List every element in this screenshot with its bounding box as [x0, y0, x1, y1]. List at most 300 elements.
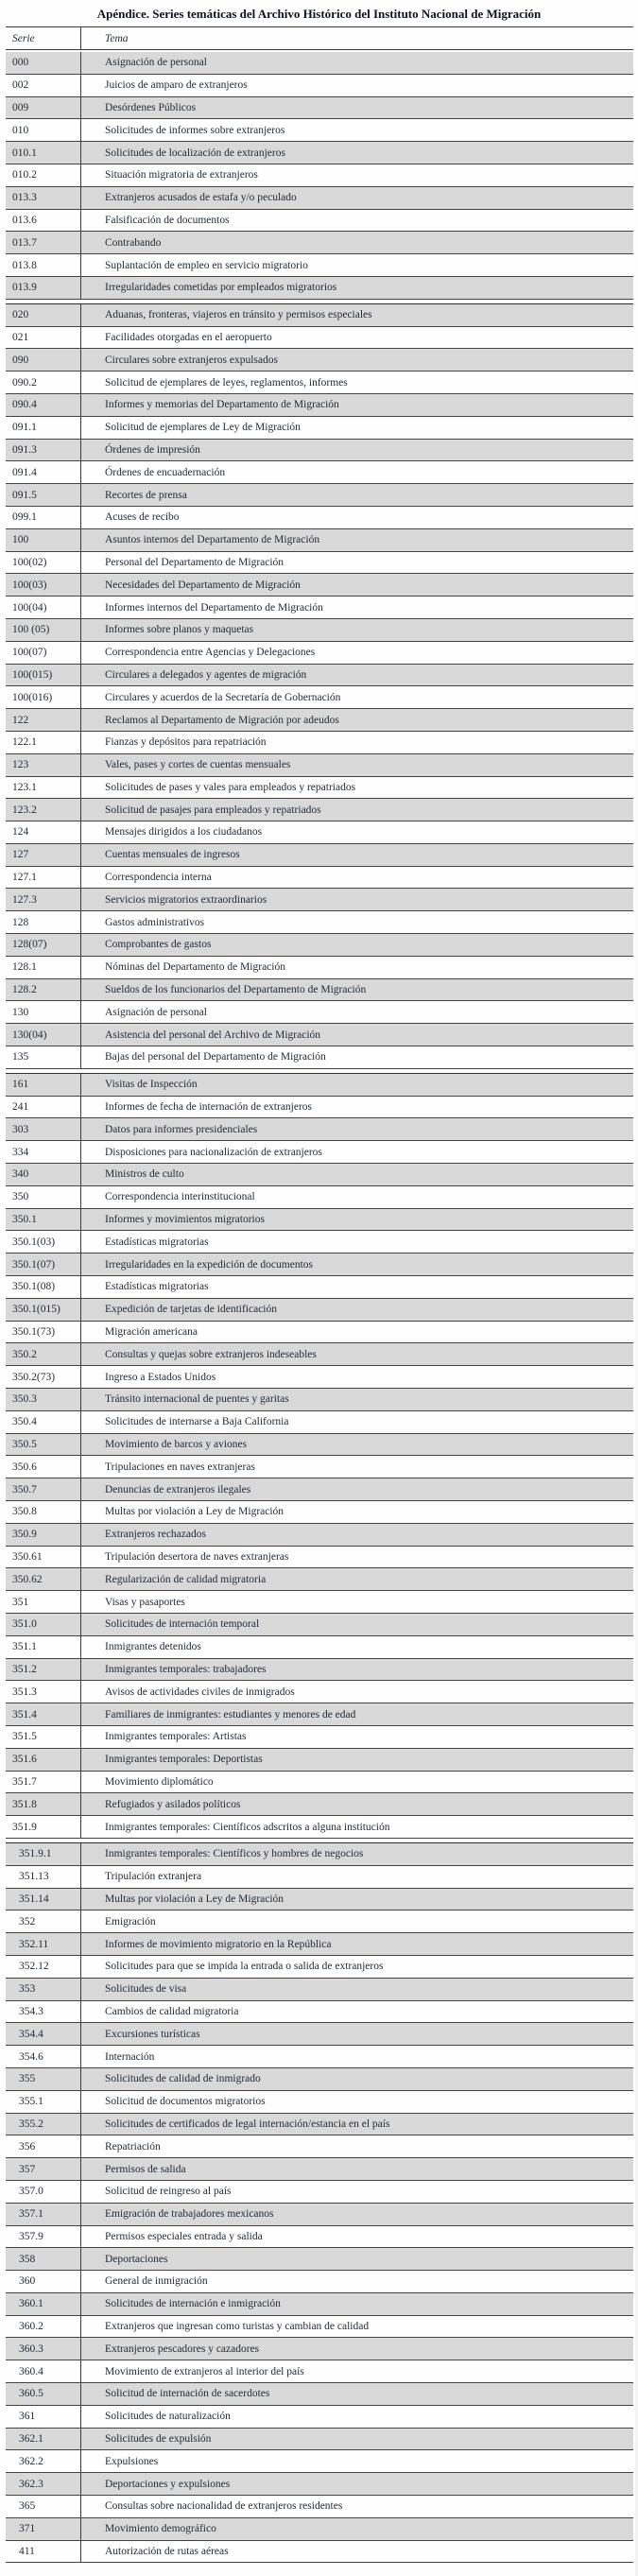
tema-cell: Reclamos al Departamento de Migración por adeudos: [80, 709, 633, 731]
table-row: [6, 799, 633, 821]
page-title: Apéndice. Series temáticas del Archivo Histórico del Instituto Nacional de Migración: [96, 7, 542, 21]
serie-cell: 099.1: [12, 511, 37, 524]
tema-cell: Extranjeros acusados de estafa y/o peculado: [80, 187, 633, 209]
table-row: [6, 164, 633, 187]
serie-cell: 350.5: [12, 1439, 37, 1450]
tema-cell: Inmigrantes temporales: Deportistas: [80, 1749, 633, 1771]
serie-cell: 013.8: [12, 259, 37, 271]
table-row: [6, 1501, 633, 1524]
serie-cell: 128.1: [12, 961, 37, 974]
serie-cell: 100: [12, 534, 29, 546]
serie-cell: 351.4: [12, 1708, 37, 1720]
table-row: [6, 889, 633, 911]
serie-cell: 090.2: [12, 376, 37, 389]
table-row: [6, 1749, 633, 1772]
table-row: [6, 1933, 633, 1956]
serie-cell: 350.9: [12, 1529, 37, 1541]
table-row: [6, 461, 633, 484]
serie-cell: 100(04): [12, 601, 47, 614]
serie-cell: 128: [12, 916, 29, 928]
tema-cell: Movimiento demográfico: [80, 2518, 633, 2540]
table-row: [6, 1141, 633, 1164]
table-row: [6, 2135, 633, 2158]
table-section: [6, 1842, 633, 2564]
serie-cell: 361: [19, 2411, 36, 2423]
serie-cell: 351.9: [12, 1821, 37, 1833]
tema-cell: Inmigrantes temporales: trabajadores: [80, 1659, 633, 1681]
tema-cell: Solicitud de ejemplares de Ley de Migración: [80, 417, 633, 439]
tema-cell: Situación migratoria de extranjeros: [80, 164, 633, 186]
serie-cell: 352.11: [19, 1938, 49, 1950]
table-row: [6, 75, 633, 97]
table-row: [6, 574, 633, 596]
serie-cell: 013.3: [12, 192, 37, 204]
tema-cell: Familiares de inmigrantes: estudiantes y menores de edad: [80, 1703, 633, 1725]
tema-cell: Necesidades del Departamento de Migración: [80, 574, 633, 596]
serie-cell: 360.1: [19, 2298, 43, 2310]
table-row: [6, 2429, 633, 2451]
tema-cell: Consultas sobre nacionalidad de extranjeros residentes: [80, 2496, 633, 2517]
serie-cell: 127.3: [12, 893, 37, 906]
serie-cell: 350.1(07): [12, 1258, 56, 1271]
table-row: [6, 2001, 633, 2024]
tema-cell: Multas por violación a Ley de Migración: [80, 1501, 633, 1523]
serie-cell: 100(03): [12, 579, 47, 591]
table-row: [6, 187, 633, 210]
serie-cell: 360.5: [19, 2388, 43, 2400]
table-row: [6, 867, 633, 890]
tema-cell: Informes sobre planos y maquetas: [80, 619, 633, 641]
serie-cell: 352.12: [19, 1961, 49, 1973]
tema-cell: Vales, pases y cortes de cuentas mensuales: [80, 754, 633, 776]
serie-cell: 350.3: [12, 1393, 37, 1406]
serie-cell: 362.1: [19, 2433, 43, 2446]
tema-cell: Informes de fecha de internación de extranjeros: [80, 1097, 633, 1118]
serie-cell: 091.5: [12, 489, 37, 501]
tema-cell: Consultas y quejas sobre extranjeros indeseables: [80, 1343, 633, 1365]
table-row: [6, 232, 633, 254]
serie-cell: 002: [12, 79, 29, 92]
tema-cell: General de inmigración: [80, 2271, 633, 2292]
serie-cell: 351.7: [12, 1775, 37, 1788]
tema-cell: Estadísticas migratorias: [80, 1276, 633, 1298]
serie-cell: 354.4: [19, 2028, 43, 2040]
serie-cell: 013.6: [12, 214, 37, 226]
tema-cell: Solicitudes de visa: [80, 1979, 633, 2000]
serie-cell: 350.4: [12, 1416, 37, 1428]
table-row: [6, 1276, 633, 1299]
serie-cell: 135: [12, 1051, 29, 1063]
table-row: [6, 440, 633, 462]
table-row: [6, 2158, 633, 2181]
series-table: [6, 26, 633, 2563]
table-row: [6, 1322, 633, 1344]
serie-cell: 100(016): [12, 691, 53, 703]
table-row: [6, 1591, 633, 1614]
serie-cell: 241: [12, 1101, 29, 1114]
tema-cell: Repatriación: [80, 2135, 633, 2157]
table-row: [6, 1843, 633, 1866]
table-row: [6, 979, 633, 1002]
tema-cell: Informes de movimiento migratorio en la República: [80, 1933, 633, 1955]
serie-cell: 090: [12, 354, 29, 366]
serie-cell: 010.2: [12, 169, 37, 182]
table-row: [6, 709, 633, 732]
table-row: [6, 1389, 633, 1411]
table-row: [6, 1299, 633, 1322]
table-row: [6, 2114, 633, 2136]
tema-cell: Contrabando: [80, 232, 633, 253]
serie-cell: 122.1: [12, 736, 37, 749]
serie-cell: 100 (05): [12, 624, 50, 636]
table-row: [6, 1910, 633, 1933]
table-row: [6, 1366, 633, 1389]
table-row: [6, 844, 633, 867]
tema-cell: Expulsiones: [80, 2450, 633, 2472]
serie-cell: 350.1(015): [12, 1304, 60, 1316]
tema-cell: Emigración: [80, 1910, 633, 1932]
tema-cell: Solicitud de pasajes para empleados y repatriados: [80, 799, 633, 821]
serie-cell: 350.2: [12, 1348, 37, 1360]
serie-cell: 354.3: [19, 2005, 43, 2017]
serie-cell: 351.1: [12, 1641, 37, 1653]
serie-cell: 357.1: [19, 2208, 43, 2221]
tema-cell: Solicitudes para que se impida la entrada o salida de extranjeros: [80, 1956, 633, 1978]
table-row: [6, 2450, 633, 2473]
serie-cell: 123.2: [12, 804, 37, 816]
tema-cell: Extranjeros que ingresan como turistas y cambian de calidad: [80, 2316, 633, 2338]
serie-cell: 360.3: [19, 2343, 43, 2355]
serie-cell: 351.6: [12, 1754, 37, 1766]
serie-cell: 351.14: [19, 1893, 49, 1905]
tema-cell: Tripulación desertora de naves extranjeras: [80, 1547, 633, 1568]
tema-cell: Mensajes dirigidos a los ciudadanos: [80, 821, 633, 843]
table-row: [6, 529, 633, 552]
tema-cell: Sueldos de los funcionarios del Departamento de Migración: [80, 979, 633, 1001]
table-row: [6, 1889, 633, 1911]
table-row: [6, 2406, 633, 2429]
table-section: [6, 1073, 633, 1839]
tema-cell: Deportaciones: [80, 2248, 633, 2270]
tema-cell: Avisos de actividades civiles de inmigrados: [80, 1681, 633, 1703]
serie-cell: 350.1(08): [12, 1281, 56, 1293]
tema-cell: Irregularidades cometidas por empleados migratorios: [80, 277, 633, 299]
column-header-tema: Tema: [80, 27, 633, 49]
table-row: [6, 2338, 633, 2360]
tema-cell: Correspondencia interinstitucional: [80, 1186, 633, 1208]
tema-cell: Solicitudes de calidad de inmigrado: [80, 2068, 633, 2090]
tema-cell: Recortes de prensa: [80, 484, 633, 506]
table-row: [6, 349, 633, 372]
tema-cell: Inmigrantes temporales: Artistas: [80, 1726, 633, 1748]
serie-cell: 350.1: [12, 1214, 37, 1226]
tema-cell: Bajas del personal del Departamento de Migración: [80, 1046, 633, 1068]
table-row: [6, 97, 633, 120]
serie-cell: 358: [19, 2253, 36, 2265]
tema-cell: Visitas de Inspección: [80, 1074, 633, 1096]
table-row: [6, 1118, 633, 1141]
table-row: [6, 210, 633, 233]
tema-cell: Permisos especiales entrada y salida: [80, 2226, 633, 2248]
table-row: [6, 642, 633, 665]
serie-cell: 123.1: [12, 781, 37, 793]
table-row: [6, 1097, 633, 1119]
serie-cell: 130(04): [12, 1029, 47, 1041]
tema-cell: Autorización de rutas aéreas: [80, 2541, 633, 2563]
tema-cell: Nóminas del Departamento de Migración: [80, 957, 633, 978]
tema-cell: Inmigrantes temporales: Científicos adscritos a alguna institución: [80, 1816, 633, 1838]
serie-cell: 357.0: [19, 2186, 43, 2198]
serie-cell: 351.2: [12, 1663, 37, 1675]
table-row: [6, 1253, 633, 1276]
table-row: [6, 777, 633, 800]
table-row: [6, 957, 633, 979]
serie-cell: 090.4: [12, 399, 37, 411]
tema-cell: Solicitudes de internación e inmigración: [80, 2293, 633, 2315]
serie-cell: 362.3: [19, 2478, 43, 2490]
tema-cell: Asignación de personal: [80, 52, 633, 74]
tema-cell: Informes internos del Departamento de Migración: [80, 596, 633, 618]
serie-cell: 351.9.1: [19, 1848, 52, 1860]
tema-cell: Personal del Departamento de Migración: [80, 552, 633, 574]
table-row: [6, 2091, 633, 2114]
table-row: [6, 1793, 633, 1816]
table-row: [6, 1209, 633, 1232]
tema-cell: Servicios migratorios extraordinarios: [80, 889, 633, 910]
tema-cell: Extranjeros pescadores y cazadores: [80, 2338, 633, 2360]
table-row: [6, 2316, 633, 2339]
tema-cell: Órdenes de encuadernación: [80, 461, 633, 483]
table-header: [6, 26, 633, 50]
serie-cell: 371: [19, 2523, 36, 2535]
tema-cell: Irregularidades en la expedición de documentos: [80, 1253, 633, 1275]
serie-cell: 010: [12, 124, 29, 136]
tema-cell: Solicitud de internación de sacerdotes: [80, 2383, 633, 2405]
serie-cell: 355.2: [19, 2118, 43, 2130]
tema-cell: Asistencia del personal del Archivo de Migración: [80, 1024, 633, 1046]
table-row: [6, 142, 633, 164]
serie-cell: 350.61: [12, 1550, 43, 1563]
table-row: [6, 484, 633, 507]
serie-cell: 360.2: [19, 2321, 43, 2333]
tema-cell: Excursiones turísticas: [80, 2023, 633, 2045]
tema-cell: Solicitudes de expulsión: [80, 2429, 633, 2450]
table-row: [6, 1024, 633, 1046]
tema-cell: Deportaciones y expulsiones: [80, 2473, 633, 2495]
tema-cell: Estadísticas migratorias: [80, 1231, 633, 1253]
table-body: [6, 52, 633, 2563]
tema-cell: Disposiciones para nacionalización de extranjeros: [80, 1141, 633, 1163]
tema-cell: Ministros de culto: [80, 1164, 633, 1185]
table-row: [6, 1231, 633, 1253]
tema-cell: Juicios de amparo de extranjeros: [80, 75, 633, 96]
table-row: [6, 1186, 633, 1209]
table-row: [6, 2023, 633, 2046]
serie-cell: 100(02): [12, 556, 47, 568]
tema-cell: Comprobantes de gastos: [80, 934, 633, 956]
tema-cell: Circulares sobre extranjeros expulsados: [80, 349, 633, 371]
table-row: [6, 619, 633, 642]
serie-cell: 128(07): [12, 939, 47, 951]
serie-cell: 013.7: [12, 236, 37, 249]
tema-cell: Falsificación de documentos: [80, 210, 633, 232]
serie-cell: 360.4: [19, 2365, 43, 2377]
table-row: [6, 1816, 633, 1839]
serie-cell: 010.1: [12, 147, 37, 159]
serie-cell: 351: [12, 1596, 29, 1608]
tema-cell: Circulares y acuerdos de la Secretaría de Gobernación: [80, 686, 633, 708]
serie-cell: 350.8: [12, 1506, 37, 1518]
table-row: [6, 1726, 633, 1749]
table-row: [6, 552, 633, 575]
table-row: [6, 1434, 633, 1457]
serie-cell: 020: [12, 309, 29, 321]
serie-cell: 350.1(03): [12, 1236, 56, 1248]
table-row: [6, 2046, 633, 2068]
tema-cell: Circulares a delegados y agentes de migración: [80, 665, 633, 686]
tema-cell: Gastos administrativos: [80, 911, 633, 933]
serie-cell: 340: [12, 1168, 29, 1181]
tema-cell: Correspondencia entre Agencias y Delegaciones: [80, 642, 633, 664]
serie-cell: 355: [19, 2073, 36, 2085]
table-row: [6, 821, 633, 844]
serie-cell: 021: [12, 331, 29, 343]
serie-cell: 127: [12, 849, 29, 861]
tema-cell: Regularización de calidad migratoria: [80, 1568, 633, 1590]
table-row: [6, 732, 633, 754]
serie-cell: 351.3: [12, 1686, 37, 1698]
table-row: [6, 254, 633, 277]
tema-cell: Órdenes de impresión: [80, 440, 633, 461]
serie-cell: 365: [19, 2500, 36, 2513]
table-row: [6, 2293, 633, 2316]
table-row: [6, 2226, 633, 2249]
table-row: [6, 277, 633, 300]
table-row: [6, 1343, 633, 1366]
table-row: [6, 1681, 633, 1703]
serie-cell: 350.6: [12, 1461, 37, 1473]
tema-cell: Inmigrantes detenidos: [80, 1636, 633, 1658]
serie-cell: 350.7: [12, 1483, 37, 1495]
table-section: [6, 303, 633, 1069]
serie-cell: 350: [12, 1191, 29, 1203]
serie-cell: 122: [12, 714, 29, 726]
tema-cell: Solicitudes de localización de extranjeros: [80, 142, 633, 164]
table-row: [6, 1703, 633, 1726]
tema-cell: Solicitud de reingreso al país: [80, 2181, 633, 2203]
tema-cell: Emigración de trabajadores mexicanos: [80, 2204, 633, 2225]
tema-cell: Visas y pasaportes: [80, 1591, 633, 1613]
tema-cell: Denuncias de extranjeros ilegales: [80, 1478, 633, 1500]
serie-cell: 091.4: [12, 466, 37, 478]
table-row: [6, 1866, 633, 1889]
table-row: [6, 2248, 633, 2271]
table-row: [6, 2473, 633, 2496]
tema-cell: Solicitudes de naturalización: [80, 2406, 633, 2428]
serie-cell: 091.1: [12, 422, 37, 434]
tema-cell: Movimiento diplomático: [80, 1772, 633, 1793]
table-row: [6, 52, 633, 75]
tema-cell: Fianzas y depósitos para repatriación: [80, 732, 633, 753]
tema-cell: Extranjeros rechazados: [80, 1524, 633, 1546]
tema-cell: Tránsito internacional de puentes y garitas: [80, 1389, 633, 1410]
serie-cell: 334: [12, 1146, 29, 1158]
tema-cell: Internación: [80, 2046, 633, 2067]
serie-cell: 353: [19, 1983, 36, 1996]
tema-cell: Informes y movimientos migratorios: [80, 1209, 633, 1231]
table-row: [6, 1568, 633, 1591]
tema-cell: Solicitudes de informes sobre extranjeros: [80, 119, 633, 141]
serie-cell: 355.1: [19, 2096, 43, 2108]
serie-cell: 351.0: [12, 1618, 37, 1631]
tema-cell: Movimiento de barcos y aviones: [80, 1434, 633, 1456]
serie-cell: 357: [19, 2163, 36, 2175]
table-row: [6, 665, 633, 687]
serie-cell: 124: [12, 826, 29, 838]
serie-cell: 350.1(73): [12, 1326, 56, 1339]
tema-cell: Multas por violación a Ley de Migración: [80, 1889, 633, 1910]
serie-cell: 356: [19, 2140, 36, 2152]
serie-cell: 091.3: [12, 443, 37, 456]
tema-cell: Solicitudes de certificados de legal internación/estancia en el país: [80, 2114, 633, 2135]
tema-cell: Solicitud de ejemplares de leyes, reglamentos, informes: [80, 372, 633, 393]
table-row: [6, 2204, 633, 2226]
serie-cell: 350.2(73): [12, 1371, 56, 1383]
tema-cell: Informes y memorias del Departamento de Migración: [80, 394, 633, 416]
tema-cell: Tripulación extranjera: [80, 1866, 633, 1888]
tema-cell: Aduanas, fronteras, viajeros en tránsito y permisos especiales: [80, 304, 633, 326]
table-row: [6, 1524, 633, 1547]
table-row: [6, 1411, 633, 1434]
tema-cell: Cuentas mensuales de ingresos: [80, 844, 633, 866]
table-row: [6, 1046, 633, 1069]
serie-cell: 354.6: [19, 2050, 43, 2063]
tema-cell: Correspondencia interna: [80, 867, 633, 889]
table-row: [6, 304, 633, 327]
table-row: [6, 911, 633, 934]
table-row: [6, 1636, 633, 1659]
serie-cell: 360: [19, 2275, 36, 2288]
serie-cell: 127.1: [12, 872, 37, 884]
table-row: [6, 1979, 633, 2001]
table-row: [6, 1659, 633, 1682]
table-row: [6, 1772, 633, 1794]
tema-cell: Inmigrantes temporales: Científicos y hombres de negocios: [80, 1843, 633, 1865]
table-row: [6, 2541, 633, 2564]
tema-cell: Datos para informes presidenciales: [80, 1118, 633, 1140]
table-row: [6, 1614, 633, 1636]
serie-cell: 350.62: [12, 1573, 43, 1585]
table-row: [6, 1001, 633, 1024]
table-row: [6, 2271, 633, 2293]
table-row: [6, 327, 633, 350]
tema-cell: Solicitud de documentos migratorios: [80, 2091, 633, 2113]
tema-cell: Facilidades otorgadas en el aeropuerto: [80, 327, 633, 349]
tema-cell: Tripulaciones en naves extranjeras: [80, 1456, 633, 1478]
serie-cell: 161: [12, 1079, 29, 1091]
table-row: [6, 1956, 633, 1979]
tema-cell: Asignación de personal: [80, 1001, 633, 1023]
serie-cell: 100(07): [12, 647, 47, 659]
serie-cell: 351.5: [12, 1731, 37, 1743]
tema-cell: Expedición de tarjetas de identificación: [80, 1299, 633, 1321]
tema-cell: Desórdenes Públicos: [80, 97, 633, 119]
tema-cell: Asuntos internos del Departamento de Migración: [80, 529, 633, 551]
table-row: [6, 1456, 633, 1478]
tema-cell: Cambios de calidad migratoria: [80, 2001, 633, 2023]
serie-cell: 123: [12, 759, 29, 771]
tema-cell: Suplantación de empleo en servicio migratorio: [80, 254, 633, 276]
